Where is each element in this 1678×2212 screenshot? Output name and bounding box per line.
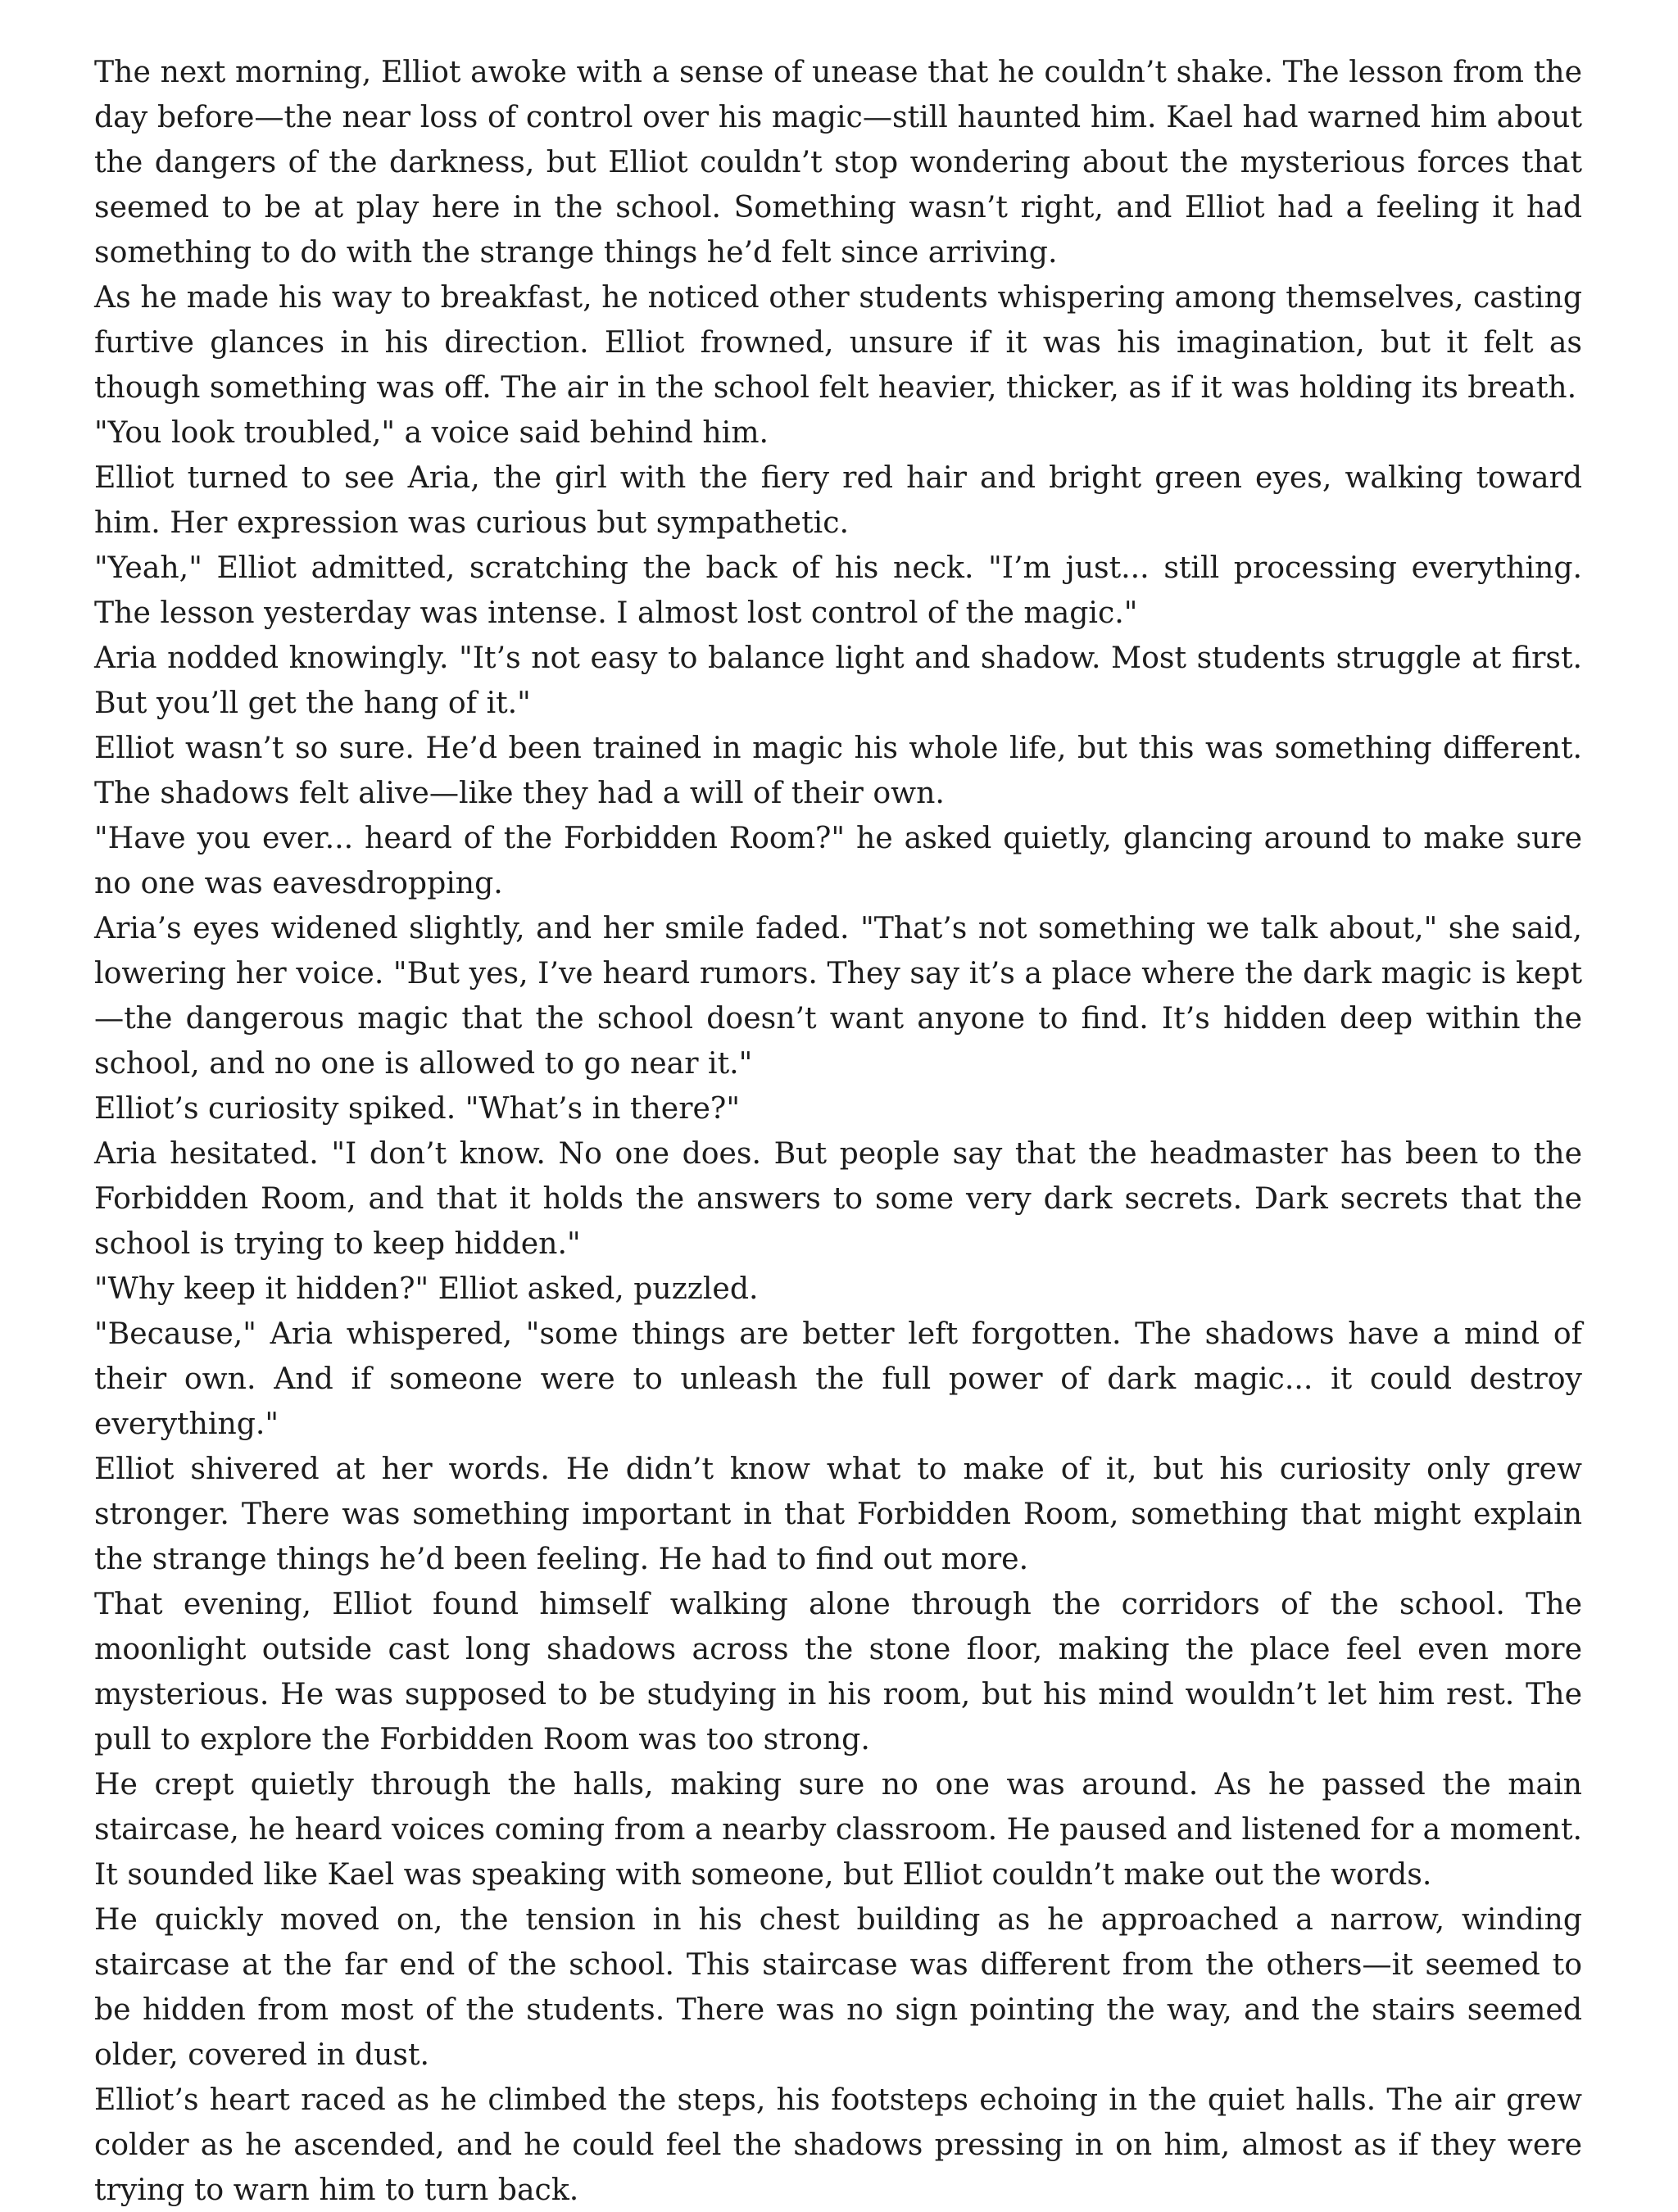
paragraph: Elliot turned to see Aria, the girl with the fiery red hair and bright green eyes, walking toward him. Her expression was curious but sympathetic. <box>94 460 1582 540</box>
paragraph: "Yeah," Elliot admitted, scratching the back of his neck. "I’m just... still processing everything. The lesson yesterday was intense. I almost lost control of the magic." <box>94 550 1582 630</box>
paragraph: "You look troubled," a voice said behind him. <box>94 415 769 450</box>
paragraph: Elliot’s heart raced as he climbed the steps, his footsteps echoing in the quiet halls. The air grew colder as he ascended, and he could feel the shadows pressing in on him, almost as if they were trying to warn him to turn back. <box>94 2082 1582 2207</box>
paragraph: Aria hesitated. "I don’t know. No one does. But people say that the headmaster has been to the Forbidden Room, and that it holds the answers to some very dark secrets. Dark secrets that the school is trying to keep hidden." <box>94 1135 1582 1261</box>
paragraph: That evening, Elliot found himself walking alone through the corridors of the school. The moonlight outside cast long shadows across the stone floor, making the place feel even more mysterious. He was supposed to be studying in his room, but his mind wouldn’t let him rest. The pull to explore the Forbidden Room was too strong. <box>94 1586 1582 1756</box>
paragraph: Elliot shivered at her words. He didn’t know what to make of it, but his curiosity only grew stronger. There was something important in that Forbidden Room, something that might explain the strange things he’d been feeling. He had to find out more. <box>94 1451 1582 1576</box>
paragraph: As he made his way to breakfast, he noticed other students whispering among themselves, casting furtive glances in his direction. Elliot frowned, unsure if it was his imagination, but it felt as though something was off. The air in the school felt heavier, thicker, as if it was holding its breath. <box>94 279 1582 405</box>
paragraph: Aria’s eyes widened slightly, and her smile faded. "That’s not something we talk about," she said, lowering her voice. "But yes, I’ve heard rumors. They say it’s a place where the dark magic is kept—the dangerous magic that the school doesn’t want anyone to find. It’s hidden deep within the school, and no one is allowed to go near it." <box>94 910 1582 1081</box>
paragraph: Aria nodded knowingly. "It’s not easy to balance light and shadow. Most students struggle at first. But you’ll get the hang of it." <box>94 640 1582 720</box>
paragraph: "Have you ever... heard of the Forbidden Room?" he asked quietly, glancing around to make sure no one was eavesdropping. <box>94 820 1582 900</box>
document-body <box>94 49 1582 2212</box>
paragraph: Elliot wasn’t so sure. He’d been trained in magic his whole life, but this was something different. The shadows felt alive—like they had a will of their own. <box>94 730 1582 810</box>
paragraph: He quickly moved on, the tension in his chest building as he approached a narrow, winding staircase at the far end of the school. This staircase was different from the others—it seemed to be hidden from most of the students. There was no sign pointing the way, and the stairs seemed older, covered in dust. <box>94 1902 1582 2072</box>
paragraph: Elliot’s curiosity spiked. "What’s in there?" <box>94 1090 740 1126</box>
paragraph: "Why keep it hidden?" Elliot asked, puzzled. <box>94 1271 759 1306</box>
paragraph: He crept quietly through the halls, making sure no one was around. As he passed the main staircase, he heard voices coming from a nearby classroom. He paused and listened for a moment. It sounded like Kael was speaking with someone, but Elliot couldn’t make out the words. <box>94 1766 1582 1892</box>
paragraph: "Because," Aria whispered, "some things are better left forgotten. The shadows have a mind of their own. And if someone were to unleash the full power of dark magic... it could destroy everything." <box>94 1316 1582 1441</box>
paragraph: The next morning, Elliot awoke with a sense of unease that he couldn’t shake. The lesson from the day before—the near loss of control over his magic—still haunted him. Kael had warned him about the dangers of the darkness, but Elliot couldn’t stop wondering about the mysterious forces that seemed to be at play here in the school. Something wasn’t right, and Elliot had a feeling it had something to do with the strange things he’d felt since arriving. <box>94 54 1582 270</box>
